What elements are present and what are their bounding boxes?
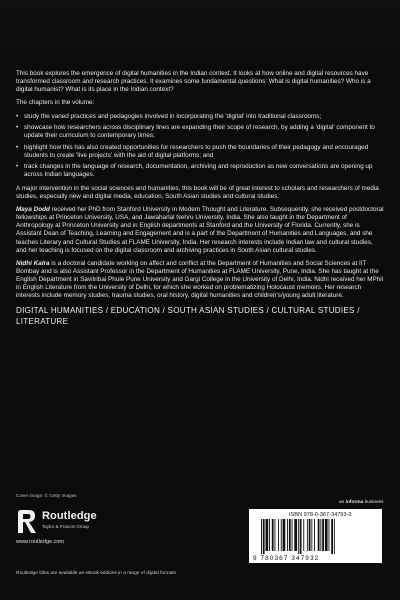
author-bio	[16, 260, 384, 300]
barcode-bar	[278, 519, 279, 551]
barcode-bar	[263, 519, 265, 554]
summary-paragraph: A major intervention in the social sciences and humanities, this book will be of great interest to scholars and researchers of media studies, especially new and digital media, education, South Asian studies and cultural studies.	[16, 184, 379, 200]
publisher-block	[16, 507, 186, 547]
chapters-intro: The chapters in the volume:	[16, 99, 95, 107]
informa-suffix: business	[363, 500, 384, 505]
barcode-bar	[309, 519, 311, 551]
cover-top-image	[0, 0, 400, 62]
barcode-bar	[269, 519, 270, 551]
author-bio-text: received her PhD from Stanford University in Modern Thought and Literature. Subsequently, she received postdoctoral fellowships at Princeton University, USA, and Jawaharlal Nehru University, India. She also taught in the Department of Anthropology at Princeton University and in English departments at Stanford and the University of Florida. Currently, she is Assistant Dean of Teaching, Learning and Engagement and is a part of the Department of Humanities and Languages, and she teaches Literary and Cultural Studies at FLAME University, India. Her research interests include Indian law and cultural studies, and her teaching is focused on the digital classroom and archiving practices in South Asian cultural studies.	[16, 206, 384, 254]
back-cover-text	[16, 70, 384, 327]
barcode-bar	[303, 519, 304, 551]
barcode-bar	[272, 519, 274, 551]
publisher-group: Taylor & Francis Group	[42, 524, 89, 529]
informa-prefix: an	[339, 500, 346, 505]
barcode-bars	[261, 519, 335, 554]
barcode-graphic	[249, 509, 382, 563]
bullet-item: • showcase how researchers across disciplinary lines are expanding their scope of research, by adding a 'digital' component to update their curriculum to contemporary times;	[16, 124, 384, 140]
bullet-item: • highlight how this has also created opportunities for researchers to push the boundaries of their pedagogy and encouraged students to create 'live projects' with the aid of digital platforms; and	[16, 144, 384, 160]
author-bio	[16, 206, 384, 255]
informa-brand: informa	[345, 500, 364, 505]
bullet-item: • track changes in the language of research, documentation, archiving and reproduction as new conversations are opening up across Indian languages.	[16, 163, 384, 179]
barcode-bar	[311, 519, 312, 551]
barcode-bar	[289, 519, 291, 551]
publisher-name: Routledge	[42, 510, 97, 522]
barcode-bar	[281, 519, 282, 551]
barcode-bar	[318, 519, 320, 551]
barcode-bar	[283, 519, 286, 551]
isbn-text: ISBN 978-0-367-34793-2	[289, 512, 352, 518]
barcode-bar	[334, 519, 335, 554]
chapter-bullet-list	[16, 113, 384, 180]
cover-image-credit: Cover image: © Getty Images	[16, 493, 77, 498]
subject-categories: DIGITAL HUMANITIES / EDUCATION / SOUTH ASIAN STUDIES / CULTURAL STUDIES / LITERATURE	[16, 306, 360, 326]
barcode-bar	[287, 519, 288, 551]
barcode-bar	[298, 519, 299, 554]
barcode-bar	[329, 519, 330, 551]
barcode-bar	[307, 519, 308, 551]
barcode-bar	[331, 519, 333, 554]
ebook-availability-note: Routledge titles are available as eBook editions in a range of digital formats	[16, 571, 176, 576]
barcode-bar	[266, 519, 269, 551]
barcode-bar	[322, 519, 324, 551]
routledge-logo-icon	[16, 509, 38, 535]
author-name: Maya Dodd	[16, 206, 50, 214]
barcode-bar	[275, 519, 276, 551]
bullet-item: • study the varied practices and pedagogies involved in incorporating the 'digital' into traditional classrooms;	[16, 113, 384, 121]
barcode-bar	[320, 519, 321, 551]
barcode-bar	[294, 519, 297, 551]
informa-label	[339, 500, 384, 505]
barcode-bar	[261, 519, 262, 554]
author-bio-text: is a doctoral candidate working on affect and conflict at the Department of Humanities and Social Sciences at IIT Bombay and is also Assistant Professor in the Department of Humanities at FLAME University, Pune, India. She has taught at the English Department in Savitribai Phule Pune University and Gargi College in the University of Delhi, India. Nidhi received her MPhil in English Literature from the University of Delhi, for which she worked on problematizing Holocaust memoirs. Her research interests include memory studies, trauma studies, oral history, digital humanities and children's/young adult literature.	[16, 259, 384, 300]
barcode-bar	[325, 519, 328, 551]
isbn-barcode	[249, 509, 382, 563]
barcode-bar	[300, 519, 302, 554]
intro-paragraph: This book explores the emergence of digital humanities in the Indian context. It looks at how online and digital resources have transformed classroom and research practices. It examines some fundamental questions: What is digital humanities? Who is a digital humanist? What is its place in the Indian context?	[16, 70, 371, 94]
author-name: Nidhi Kalra	[16, 259, 50, 267]
publisher-website: www.routledge.com	[16, 539, 64, 545]
barcode-digits: 9 780367 347932	[253, 555, 320, 562]
barcode-bar	[314, 519, 315, 551]
barcode-bar	[292, 519, 293, 551]
